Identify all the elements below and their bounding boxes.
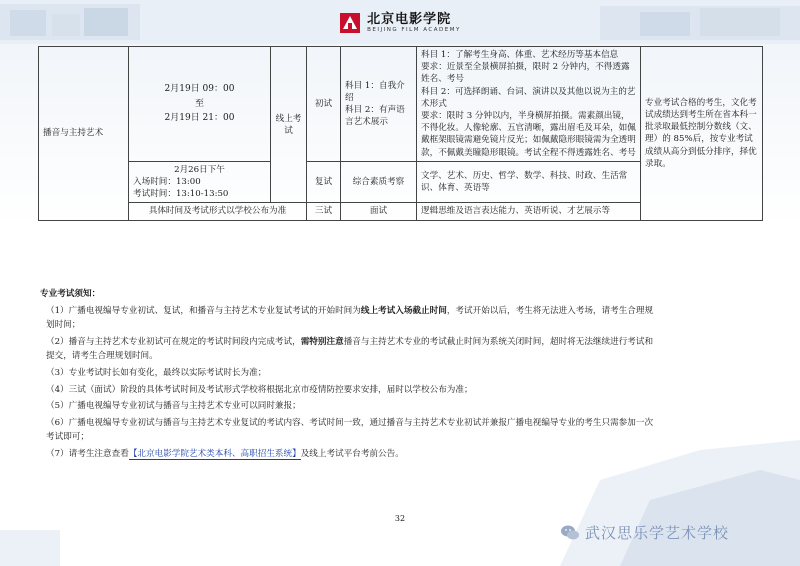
page-number: 32 [394, 514, 406, 523]
round3-items-cell: 面试 [341, 203, 417, 220]
school-name-en: BEIJING FILM ACADEMY [367, 26, 461, 33]
table-row [39, 47, 763, 162]
admission-rule-cell: 专业考试合格的考生，文化考试成绩达到考生所在省本科一批录取最低控制分数线（文、理）的 85%后，按专业考试成绩从高分到低分排序，择优录取。 [641, 47, 763, 221]
page-header [0, 8, 800, 38]
round1-stage-cell: 初试 [307, 47, 341, 162]
note-text: 划时间； [46, 320, 81, 331]
round1-time-cell [129, 47, 271, 162]
round3-time-cell: 具体时间及考试形式以学校公布为准 [129, 203, 307, 220]
round1-requirements-cell: 科目 1：了解考生身高、体重、艺术经历等基本信息 要求：近景至全景横屏拍摄，限时 2 分钟内，不得透露姓名、考号 科目 2：可选择朗诵、台词、演讲以及其他以说为主的艺术形式 要求：限时 3 分钟以内，半身横屏拍摄。需素颜出镜，不得化妆。人像轮廓、五官清晰，露出眉毛及耳朵，如佩戴框架眼镜需避免镜片反光；如佩戴隐形眼镜需为全透明款，不佩戴美瞳隐形眼镜。考试全程不得透露姓名、考号 [417, 47, 641, 162]
exam-mode-cell: 线上考试 [271, 47, 307, 203]
admission-system-link[interactable]: 【北京电影学院艺术类本科、高职招生系统】 [128, 448, 301, 459]
note-text: （6）广播电视编导专业初试与播音与主持艺术专业复试的考试内容、考试时间一致，通过播音与主持艺术专业初试并兼报广播电视编导专业的考生只需参加一次 [46, 417, 654, 428]
note-text: （2）播音与主持艺术专业初试可在规定的考试时间段内完成考试， [46, 336, 301, 347]
note-item-5: （5）广播电视编导专业初试与播音与主持艺术专业可以同时兼报； [46, 401, 301, 412]
round2-entry-time: 入场时间：13:00 [133, 177, 201, 188]
school-name-cn: 北京电影学院 [367, 11, 452, 27]
subject-cell: 播音与主持艺术 [39, 47, 129, 221]
round3-stage-cell: 三试 [307, 203, 341, 220]
round2-date: 2月26日下午 [174, 164, 225, 175]
watermark-text: 武汉思乐学艺术学校 [585, 524, 730, 542]
note-item-3: （3）专业考试时长如有变化，最终以实际考试时长为准； [46, 367, 267, 378]
note-emphasis: 需特别注意 [300, 336, 344, 347]
note-text: （7）请考生注意查看 [46, 448, 129, 459]
note-text: 考试即可； [46, 432, 89, 443]
bfa-logo-icon [339, 12, 361, 34]
round1-to: 至 [194, 98, 204, 109]
notes-title: 专业考试须知： [40, 289, 101, 299]
round3-requirements-cell: 逻辑思维及语言表达能力、英语听说、才艺展示等 [417, 203, 641, 220]
note-text: ，考试开始以后，考生将无法进入考场，请考生合理规 [446, 305, 654, 316]
round2-stage-cell: 复试 [307, 161, 341, 203]
round2-items-cell: 综合素质考察 [341, 161, 417, 203]
note-text: 及线上考试平台考前公告。 [300, 448, 404, 459]
note-item-1 [46, 307, 760, 330]
note-text: 提交，请考生合理规划时间。 [46, 351, 158, 362]
round2-exam-time: 考试时间：13:10-13:50 [133, 189, 229, 200]
note-text: （1）广播电视编导专业初试、复试，和播音与主持艺术专业复试考试的开始时间为 [46, 305, 361, 316]
wechat-icon [560, 523, 580, 543]
note-item-2 [46, 338, 760, 361]
round2-requirements-cell: 文学、艺术、历史、哲学、数学、科技、时政、生活常识、体育、英语等 [417, 161, 641, 203]
note-text: 播音与主持艺术专业的考试截止时间为系统关闭时间，超时将无法继续进行考试和 [343, 336, 654, 347]
round1-date-start: 2月19日 09：00 [164, 84, 235, 95]
round2-time-cell [129, 161, 271, 203]
note-item-4: （4）三试（面试）阶段的具体考试时间及考试形式学校将根据北京市疫情防控要求安排，届时以学校公布为准； [46, 384, 473, 395]
round1-date-end: 2月19日 21：00 [164, 113, 235, 124]
round1-items-cell: 科目 1：自我介绍 科目 2：有声语言艺术展示 [341, 47, 417, 162]
note-emphasis: 线上考试入场截止时间 [360, 305, 447, 316]
exam-schedule-table [38, 46, 763, 221]
watermark [560, 522, 729, 543]
